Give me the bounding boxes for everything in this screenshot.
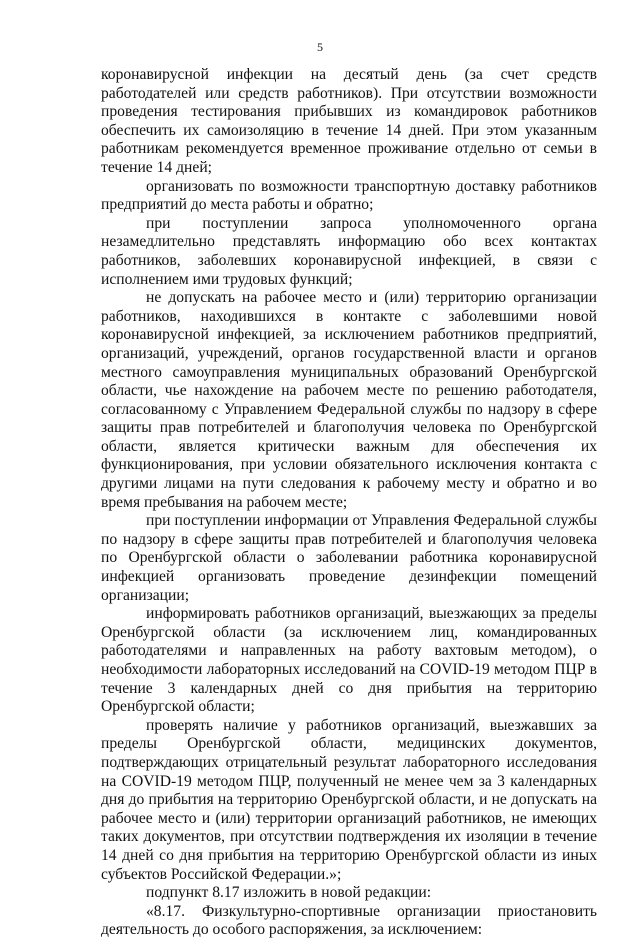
paragraph: коронавирусной инфекции на десятый день (за счет средств работодателей или средств работников). При отсутствии возможности проведения тестирования прибывших из командировок работников обеспечить их самоизоляцию в течение 14 дней. При этом указанным работникам рекомендуется временное проживание отдельно от семьи в течение 14 дней; [101,66,597,176]
paragraph: не допускать на рабочее место и (или) территорию организации работников, находившихся в контакте с заболевшими новой коронавирусной инфекцией, за исключением работников предприятий, организаций, учреждений, органов государственной власти и органов местного самоуправления муниципальных образований Оренбургской области, чье нахождение на рабочем месте по решению работодателя, согласованному с Управлением Федеральной службы по надзору в сфере защиты прав потребителей и благополучия человека по Оренбургской области, является критически важным для обеспечения их функционирования, при условии обязательного исключения контакта с другими лицами на пути следования к рабочему месту и обратно и во время пребывания на рабочем месте; [101,289,597,511]
document-body [101,66,597,940]
paragraph: «8.17. Физкультурно-спортивные организации приостановить деятельность до особого распоряжения, за исключением: [101,902,597,939]
page-number: 5 [317,40,323,54]
paragraph: при поступлении информации от Управления Федеральной службы по надзору в сфере защиты прав потребителей и благополучия человека по Оренбургской области о заболевании работника коронавирусной инфекцией организовать проведение дезинфекции помещений организации; [101,512,597,604]
paragraph: при поступлении запроса уполномоченного органа незамедлительно представлять информацию обо всех контактах работников, заболевших коронавирусной инфекцией, в связи с исполнением ими трудовых функций; [101,214,597,288]
paragraph: организовать по возможности транспортную доставку работников предприятий до места работы и обратно; [101,177,597,214]
paragraph: подпункт 8.17 изложить в новой редакции: [146,884,432,902]
paragraph: проверять наличие у работников организаций, выезжавших за пределы Оренбургской области, медицинских документов, подтверждающих отрицательный результат лабораторного исследования на COVID-19 методом ПЦР, полученный не менее чем за 3 календарных дня до прибытия на территорию Оренбургской области, и не допускать на рабочее место и (или) территории организаций работников, не имеющих таких документов, при отсутствии подтверждения их изоляции в течение 14 дней со дня прибытия на территорию Оренбургской области из иных субъектов Российской Федерации.»; [101,716,597,883]
paragraph: информировать работников организаций, выезжающих за пределы Оренбургской области (за исключением лиц, командированных работодателями и направленных на работу вахтовым методом), о необходимости лабораторных исследований на COVID-19 методом ПЦР в течение 3 календарных дней со дня прибытия на территорию Оренбургской области; [101,605,597,716]
